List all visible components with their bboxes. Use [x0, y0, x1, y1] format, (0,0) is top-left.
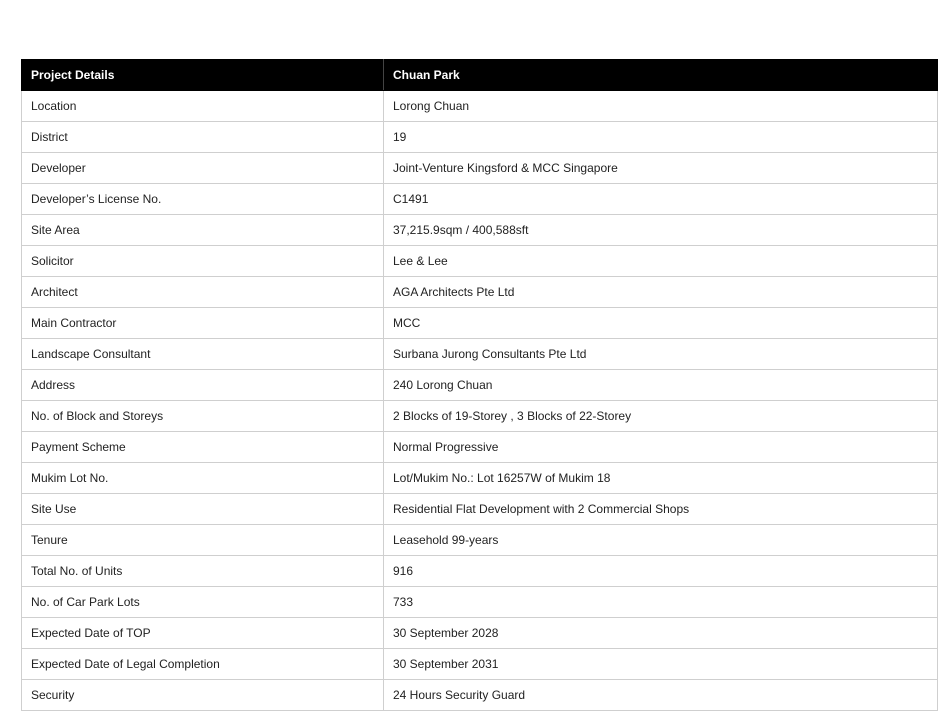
table-row — [22, 494, 938, 525]
table-row — [22, 153, 938, 184]
row-label: Tenure — [22, 525, 384, 556]
row-value: Lot/Mukim No.: Lot 16257W of Mukim 18 — [384, 463, 938, 494]
row-label: Security — [22, 680, 384, 711]
table-row — [22, 339, 938, 370]
table-row — [22, 463, 938, 494]
table-row — [22, 91, 938, 122]
row-value: 24 Hours Security Guard — [384, 680, 938, 711]
row-value: Joint-Venture Kingsford & MCC Singapore — [384, 153, 938, 184]
table-row — [22, 618, 938, 649]
row-label: Mukim Lot No. — [22, 463, 384, 494]
row-label: Location — [22, 91, 384, 122]
row-label: Solicitor — [22, 246, 384, 277]
row-value: 37,215.9sqm / 400,588sft — [384, 215, 938, 246]
row-label: District — [22, 122, 384, 153]
row-value: Leasehold 99-years — [384, 525, 938, 556]
row-value: Surbana Jurong Consultants Pte Ltd — [384, 339, 938, 370]
row-value: 30 September 2031 — [384, 649, 938, 680]
table-row — [22, 246, 938, 277]
table-row — [22, 122, 938, 153]
row-label: No. of Car Park Lots — [22, 587, 384, 618]
row-value: 916 — [384, 556, 938, 587]
row-label: Main Contractor — [22, 308, 384, 339]
table-body — [22, 91, 938, 711]
row-label: Total No. of Units — [22, 556, 384, 587]
row-value: Residential Flat Development with 2 Commercial Shops — [384, 494, 938, 525]
row-label: No. of Block and Storeys — [22, 401, 384, 432]
table-row — [22, 215, 938, 246]
row-value: 30 September 2028 — [384, 618, 938, 649]
row-label: Developer — [22, 153, 384, 184]
table-row — [22, 587, 938, 618]
table-header-row — [22, 60, 938, 91]
header-value: Chuan Park — [384, 60, 938, 91]
row-label: Site Use — [22, 494, 384, 525]
table-row — [22, 184, 938, 215]
table-row — [22, 680, 938, 711]
project-details-table — [21, 59, 938, 711]
table-row — [22, 370, 938, 401]
table-row — [22, 277, 938, 308]
table-row — [22, 401, 938, 432]
row-label: Developer’s License No. — [22, 184, 384, 215]
row-value: 733 — [384, 587, 938, 618]
row-label: Expected Date of TOP — [22, 618, 384, 649]
row-value: Normal Progressive — [384, 432, 938, 463]
row-value: MCC — [384, 308, 938, 339]
header-label: Project Details — [22, 60, 384, 91]
table-row — [22, 556, 938, 587]
row-value: AGA Architects Pte Ltd — [384, 277, 938, 308]
row-value: Lee & Lee — [384, 246, 938, 277]
row-label: Landscape Consultant — [22, 339, 384, 370]
table-row — [22, 432, 938, 463]
row-value: C1491 — [384, 184, 938, 215]
table-row — [22, 308, 938, 339]
row-value: 2 Blocks of 19-Storey , 3 Blocks of 22-Storey — [384, 401, 938, 432]
row-label: Address — [22, 370, 384, 401]
table-header — [22, 60, 938, 91]
row-value: Lorong Chuan — [384, 91, 938, 122]
table-row — [22, 649, 938, 680]
row-label: Expected Date of Legal Completion — [22, 649, 384, 680]
row-value: 240 Lorong Chuan — [384, 370, 938, 401]
row-label: Site Area — [22, 215, 384, 246]
table-row — [22, 525, 938, 556]
row-value: 19 — [384, 122, 938, 153]
row-label: Architect — [22, 277, 384, 308]
row-label: Payment Scheme — [22, 432, 384, 463]
